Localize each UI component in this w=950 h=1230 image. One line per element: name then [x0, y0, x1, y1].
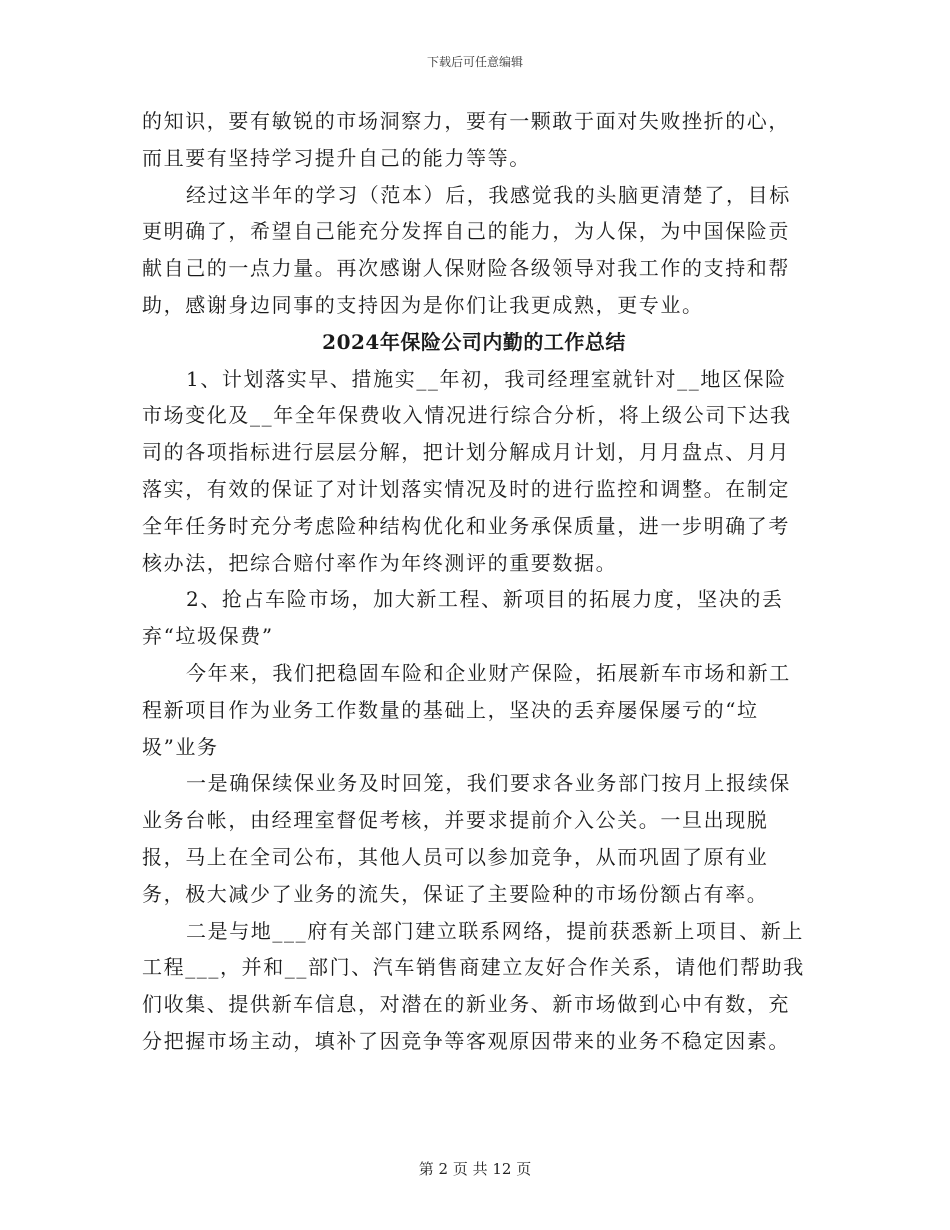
paragraph-point-two: 二是与地___府有关部门建立联系网络，提前获悉新上项目、新上工程___，并和__部门、汽车销售商建立友好合作关系，请他们帮助我们收集、提供新车信息，对潜在的新业务、新市场做到心中有数，充分把握市场主动，填补了因竞争等客观原因带来的业务不稳定因素。 [142, 918, 805, 1053]
paragraph-continued: 的知识，要有敏锐的市场洞察力，要有一颗敢于面对失败挫折的心，而且要有坚持学习提升自己的能力等等。 [142, 109, 790, 170]
paragraph-plan: 1、计划落实早、措施实__年初，我司经理室就针对__地区保险市场变化及__年全年保费收入情况进行综合分析，将上级公司下达我司的各项指标进行层层分解，把计划分解成月计划，月月盘点、月月落实，有效的保证了对计划落实情况及时的进行监控和调整。在制定全年任务时充分考虑险种结构优化和业务承保质量，进一步明确了考核办法，把综合赔付率作为年终测评的重要数据。 [142, 366, 792, 575]
document-body [142, 103, 806, 1060]
page-number-footer: 第 2 页 共 12 页 [418, 1160, 532, 1178]
section-heading: 2024年保险公司内勤的工作总结 [322, 329, 626, 354]
paragraph-point-one: 一是确保续保业务及时回笼，我们要求各业务部门按月上报续保业务台帐，由经理室督促考核，并要求提前介入公关。一旦出现脱报，马上在全司公布，其他人员可以参加竞争，从而巩固了原有业务，极大减少了业务的流失，保证了主要险种的市场份额占有率。 [142, 771, 791, 906]
page-header: 下载后可任意编辑 [426, 55, 523, 69]
paragraph-this-year: 今年来，我们把稳固车险和企业财产保险，拓展新车市场和新工程新项目作为业务工作数量的基础上，坚决的丢弃屡保屡亏的“垃圾”业务 [142, 660, 791, 759]
paragraph-auto-market: 2、抢占车险市场，加大新工程、新项目的拓展力度，坚决的丢弃“垃圾保费” [142, 587, 784, 649]
paragraph-reflection: 经过这半年的学习（范本）后，我感觉我的头脑更清楚了，目标更明确了，希望自己能充分发挥自己的能力，为人保，为中国保险贡献自己的一点力量。再次感谢人保财险各级领导对我工作的支持和帮助，感谢身边同事的支持因为是你们让我更成熟，更专业。 [142, 182, 791, 317]
